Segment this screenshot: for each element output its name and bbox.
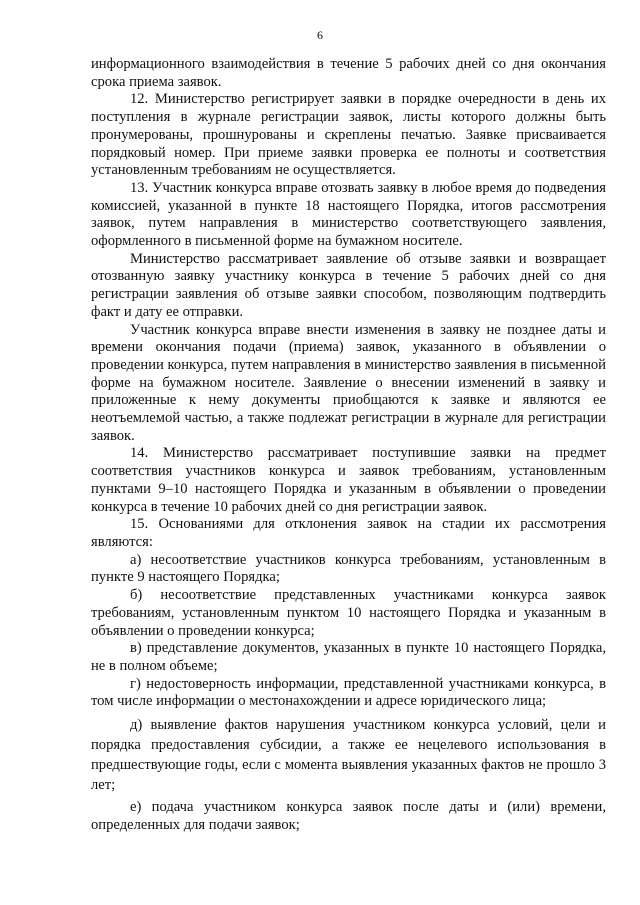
- subitem-d: д) выявление фактов нарушения участником конкурса условий, цели и порядка предоставления субсидии, а также ее нецелевого использования в предшествующие годы, если с момента выявления указанных фактов не прошло 3 лет;: [91, 717, 606, 794]
- paragraph-item-14: 14. Министерство рассматривает поступившие заявки на предмет соответствия участников конкурса и заявок требованиям, установленным пунктами 9–10 настоящего Порядка и указанным в объявлении о проведении конкурса в течение 10 рабочих дней со дня регистрации заявок.: [91, 445, 606, 515]
- subitem-b: б) несоответствие представленных участниками конкурса заявок требованиям, установленным пунктом 10 настоящего Порядка и указанным в объявлении о проведении конкурса;: [91, 587, 606, 639]
- subitem-g: г) недостоверность информации, представленной участниками конкурса, в том числе информации о местонахождении и адресе юридического лица;: [91, 675, 606, 710]
- paragraph-withdrawal-review: Министерство рассматривает заявление об отзыве заявки и возвращает отозванную заявку участнику конкурса в течение 5 рабочих дней со дня регистрации заявления об отзыве заявки способом, позволяющим подтвердить факт и дату ее отправки.: [91, 250, 606, 320]
- page-number: 6: [317, 28, 323, 42]
- paragraph-item-15: 15. Основаниями для отклонения заявок на стадии их рассмотрения являются:: [91, 516, 606, 550]
- paragraph-application-changes: Участник конкурса вправе внести изменения в заявку не позднее даты и времени окончания подачи (приема) заявок, указанного в объявлении о проведении конкурса, путем направления в министерство заявления в письменной форме на бумажном носителе. Заявление о внесении изменений в заявку и приложенные к нему документы приобщаются к заявке и являются ее неотъемлемой частью, а также подлежат регистрации в журнале для регистрации заявок.: [91, 321, 606, 444]
- paragraph-item-13: 13. Участник конкурса вправе отозвать заявку в любое время до подведения комиссией, указанной в пункте 18 настоящего Порядка, итогов рассмотрения заявок, путем направления в министерство соответствующего заявления, оформленного в письменной форме на бумажном носителе.: [91, 179, 606, 250]
- paragraph-item-12: 12. Министерство регистрирует заявки в порядке очередности в день их поступления в журнале регистрации заявок, листы которого должны быть пронумерованы, прошнурованы и скреплены печатью. Заявке присваивается порядковый номер. При приеме заявки проверка ее полноты и соответствия установленным требованиям не осуществляется.: [91, 91, 606, 179]
- subitem-a: а) несоответствие участников конкурса требованиям, установленным в пункте 9 настоящего Порядка;: [91, 551, 606, 586]
- document-body: [91, 56, 606, 834]
- paragraph-continuation: информационного взаимодействия в течение 5 рабочих дней со дня окончания срока приема заявок.: [91, 56, 606, 90]
- subitem-e: е) подача участником конкурса заявок после даты и (или) времени, определенных для подачи заявок;: [91, 799, 606, 833]
- subitem-v: в) представление документов, указанных в пункте 10 настоящего Порядка, не в полном объеме;: [91, 640, 606, 674]
